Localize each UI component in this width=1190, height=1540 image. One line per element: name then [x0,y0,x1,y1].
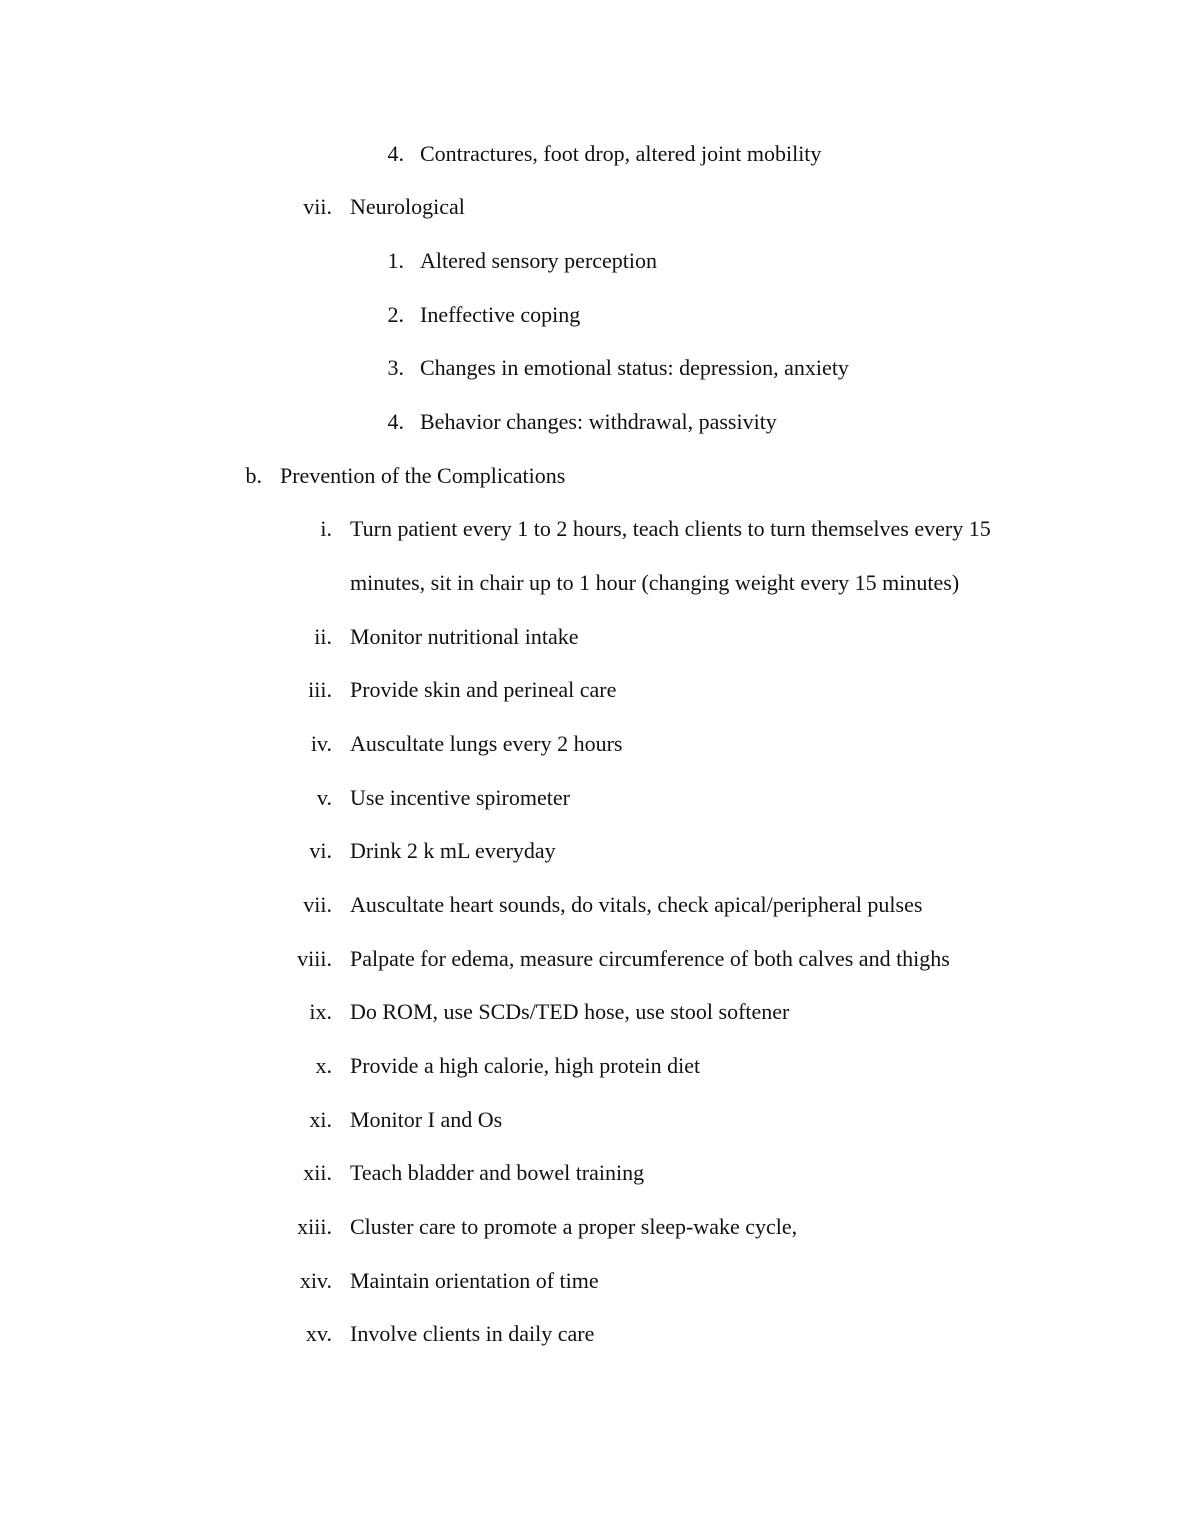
list-marker: xi. [309,1107,332,1132]
list-item-text: Provide a high calorie, high protein diet [350,1053,701,1078]
section-title: Neurological [350,194,465,219]
list-marker: x. [315,1053,332,1078]
list-marker: b. [245,463,262,488]
list-item-text: Altered sensory perception [420,248,658,273]
list-item-text: Drink 2 k mL everyday [350,838,556,863]
list-item-text: Maintain orientation of time [350,1268,599,1293]
list-marker: vi. [309,838,332,863]
list-marker: iii. [308,677,332,702]
list-item-text: Ineffective coping [420,302,581,327]
list-marker: xv. [305,1321,332,1346]
list-item-text: Provide skin and perineal care [350,677,617,702]
list-marker: vii. [303,892,332,917]
list-marker: 4. [387,141,404,166]
list-marker: 2. [387,302,404,327]
list-marker: v. [316,785,332,810]
list-item-text: Auscultate lungs every 2 hours [350,731,623,756]
list-marker: xii. [303,1160,332,1185]
list-marker: xiv. [299,1268,332,1293]
list-item-text: Teach bladder and bowel training [350,1160,645,1185]
list-marker: xiii. [297,1214,332,1239]
section-title: Prevention of the Complications [280,463,566,488]
list-item-text: Monitor nutritional intake [350,624,579,649]
list-marker: viii. [297,946,332,971]
list-item-text: Contractures, foot drop, altered joint mobility [420,141,822,166]
list-item-text: Do ROM, use SCDs/TED hose, use stool softener [350,999,790,1024]
list-marker: iv. [310,731,332,756]
list-marker: ix. [309,999,332,1024]
list-marker: 1. [387,248,404,273]
list-item-text: Turn patient every 1 to 2 hours, teach clients to turn themselves every 15 [350,516,991,541]
list-item-text: Changes in emotional status: depression, anxiety [420,355,849,380]
list-marker: ii. [314,624,332,649]
list-item-text: Cluster care to promote a proper sleep-wake cycle, [350,1214,798,1239]
list-item-text: Use incentive spirometer [350,785,570,810]
list-marker: vii. [303,194,332,219]
list-item-text: Auscultate heart sounds, do vitals, check apical/peripheral pulses [350,892,923,917]
list-marker: 3. [387,355,404,380]
list-marker: i. [320,516,332,541]
list-item-text: Behavior changes: withdrawal, passivity [420,409,777,434]
list-item-text-continued: minutes, sit in chair up to 1 hour (changing weight every 15 minutes) [350,570,960,595]
list-marker: 4. [387,409,404,434]
list-item-text: Monitor I and Os [350,1107,503,1132]
list-item-text: Palpate for edema, measure circumference of both calves and thighs [350,946,950,971]
list-item-text: Involve clients in daily care [350,1321,595,1346]
